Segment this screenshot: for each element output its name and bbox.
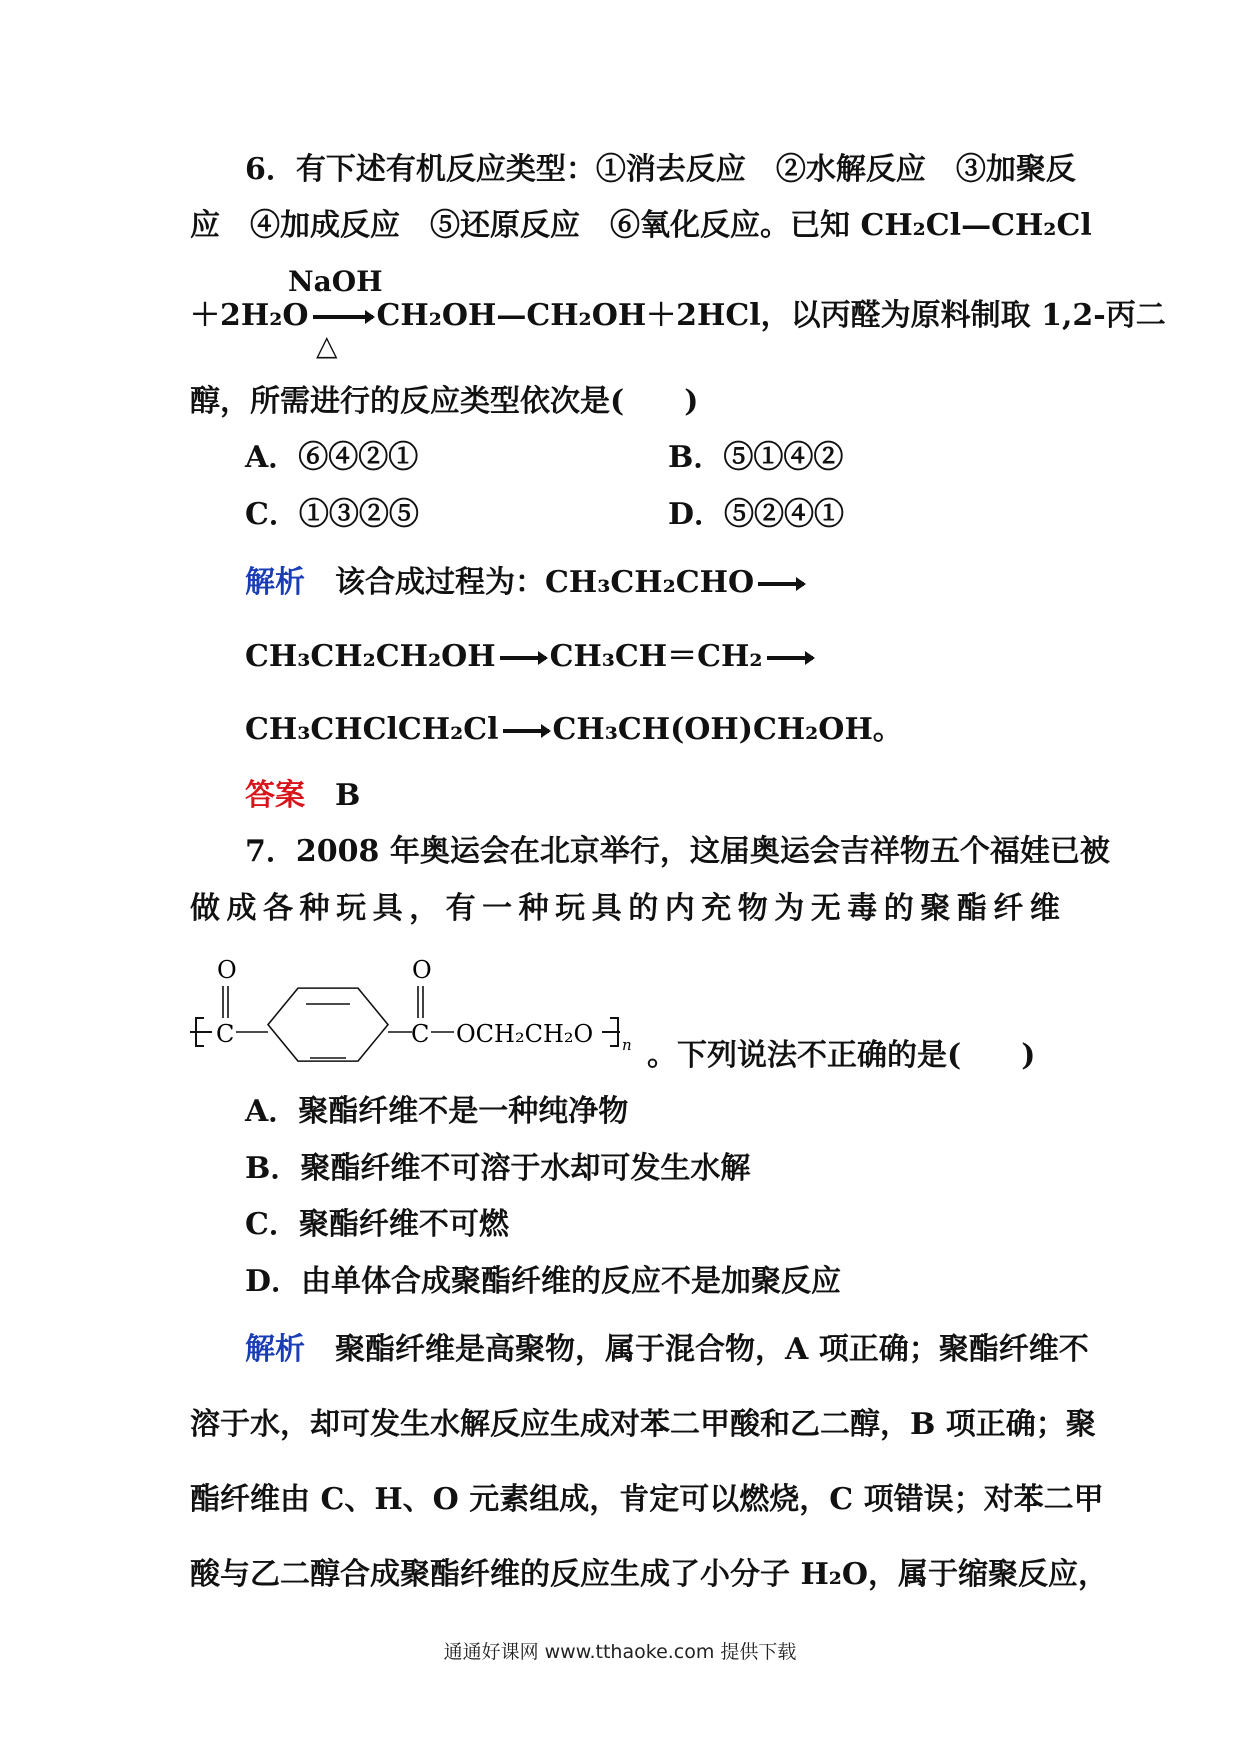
q6-line1: 6．有下述有机反应类型：①消去反应 ②水解反应 ③加聚反: [245, 152, 1076, 187]
q7-line2-char: 玩: [555, 891, 586, 926]
q7-line2-char: 具: [372, 891, 403, 926]
page-footer: 通通好课网 www.tthaoke.com 提供下载: [443, 1641, 797, 1663]
q7-line2-char: 酯: [956, 891, 987, 926]
q6-line3-right: CH₂OH—CH₂OH＋2HCl，以丙醛为原料制取 1,2-丙二: [376, 298, 1166, 333]
reaction-arrow-icon: [758, 582, 804, 586]
q6-chain1-a: CH₃CH₂CH₂OH: [245, 639, 496, 674]
q6-chain1: [245, 637, 817, 677]
q6-chain2-b: CH₃CH(OH)CH₂OH。: [552, 712, 903, 747]
q7-line2-char: 充: [701, 891, 732, 926]
q7-line2-char: 聚: [920, 891, 951, 926]
structure-o-right: O: [412, 956, 432, 984]
q7-line2-char: 种: [518, 891, 549, 926]
q7-line2-char: 具: [591, 891, 622, 926]
q7-line2-char: 无: [810, 891, 841, 926]
q7-line2-char: 一: [482, 891, 513, 926]
q7-analysis-line1: [245, 1330, 1089, 1370]
q7-line2-char: 做: [190, 891, 220, 926]
q7-line2-char: 各: [263, 891, 294, 926]
q6-option-c: C．①③②⑤: [245, 497, 419, 532]
q7-line2-char: 种: [299, 891, 330, 926]
q6-chain2: [245, 710, 903, 750]
q7-analysis-line3: 酯纤维由 C、H、O 元素组成，肯定可以燃烧，C 项错误；对苯二甲: [190, 1482, 1104, 1517]
q7-line2: [190, 889, 1060, 929]
q6-answer-label: 答案: [245, 778, 305, 813]
q7-line2-char: 内: [664, 891, 695, 926]
q7-line2-char: 纤: [993, 891, 1024, 926]
q7-analysis-line4: 酸与乙二醇合成聚酯纤维的反应生成了小分子 H₂O，属于缩聚反应，: [190, 1557, 1109, 1592]
q7-line1: 7．2008 年奥运会在北京举行，这届奥运会吉祥物五个福娃已被: [245, 834, 1110, 869]
q6-option-a: A．⑥④②①: [245, 440, 419, 475]
q7-line2-char: 有: [445, 891, 476, 926]
q6-line2: 应 ④加成反应 ⑤还原反应 ⑥氧化反应。已知 CH₂Cl—CH₂Cl: [190, 208, 1092, 243]
q6-option-b: B．⑤①④②: [668, 440, 844, 475]
structure-o-left: O: [217, 956, 237, 984]
q7-line2-char: 为: [774, 891, 805, 926]
reaction-arrow-icon: [313, 315, 373, 319]
reaction-arrow-icon: [503, 729, 549, 733]
q6-analysis: [245, 563, 808, 603]
q7-option-b: B．聚酯纤维不可溶于水却可发生水解: [245, 1151, 751, 1186]
q6-answer-value: B: [335, 778, 361, 813]
q7-option-a: A．聚酯纤维不是一种纯净物: [245, 1094, 629, 1129]
q7-line2-char: ，: [409, 891, 440, 926]
structure-c-right: C: [411, 1020, 430, 1048]
q6-condition-top: NaOH: [288, 265, 383, 298]
q6-condition-bottom: △: [316, 329, 338, 362]
reaction-arrow-icon: [500, 656, 546, 660]
structure-c-left: C: [216, 1020, 235, 1048]
q6-analysis-label: 解析: [245, 565, 305, 600]
q6-analysis-text: 该合成过程为：CH₃CH₂CHO: [335, 565, 755, 600]
q7-analysis-line2: 溶于水，却可发生水解反应生成对苯二甲酸和乙二醇，B 项正确；聚: [190, 1407, 1096, 1442]
q7-line2-char: 的: [883, 891, 914, 926]
q6-chain2-a: CH₃CHClCH₂Cl: [245, 712, 499, 747]
q7-option-c: C．聚酯纤维不可燃: [245, 1207, 509, 1242]
q6-line3-left: ＋2H₂O: [190, 298, 309, 333]
q6-answer: [245, 776, 360, 816]
q6-option-d: D．⑤②④①: [668, 497, 845, 532]
q7-line2-char: 毒: [847, 891, 878, 926]
polyester-structure: [190, 948, 660, 1068]
benzene-ring: [268, 988, 388, 1061]
structure-group: OCH₂CH₂O: [456, 1020, 594, 1048]
q7-line2-char: 成: [226, 891, 257, 926]
q6-chain1-b: CH₃CH＝CH₂: [549, 639, 763, 674]
q7-line2-char: 的: [628, 891, 659, 926]
structure-n: n: [622, 1036, 632, 1054]
q7-line2-char: 玩: [336, 891, 367, 926]
q6-line4: 醇，所需进行的反应类型依次是( ): [190, 384, 699, 419]
q7-option-d: D．由单体合成聚酯纤维的反应不是加聚反应: [245, 1264, 842, 1299]
reaction-arrow-icon: [767, 656, 813, 660]
q7-line2-char: 维: [1029, 891, 1060, 926]
q7-line2-char: 物: [737, 891, 768, 926]
q7-after-structure: 。下列说法不正确的是( ): [647, 1038, 1036, 1073]
q7-analysis-label: 解析: [245, 1332, 305, 1367]
q7-analysis-text1: 聚酯纤维是高聚物，属于混合物，A 项正确；聚酯纤维不: [335, 1332, 1089, 1367]
